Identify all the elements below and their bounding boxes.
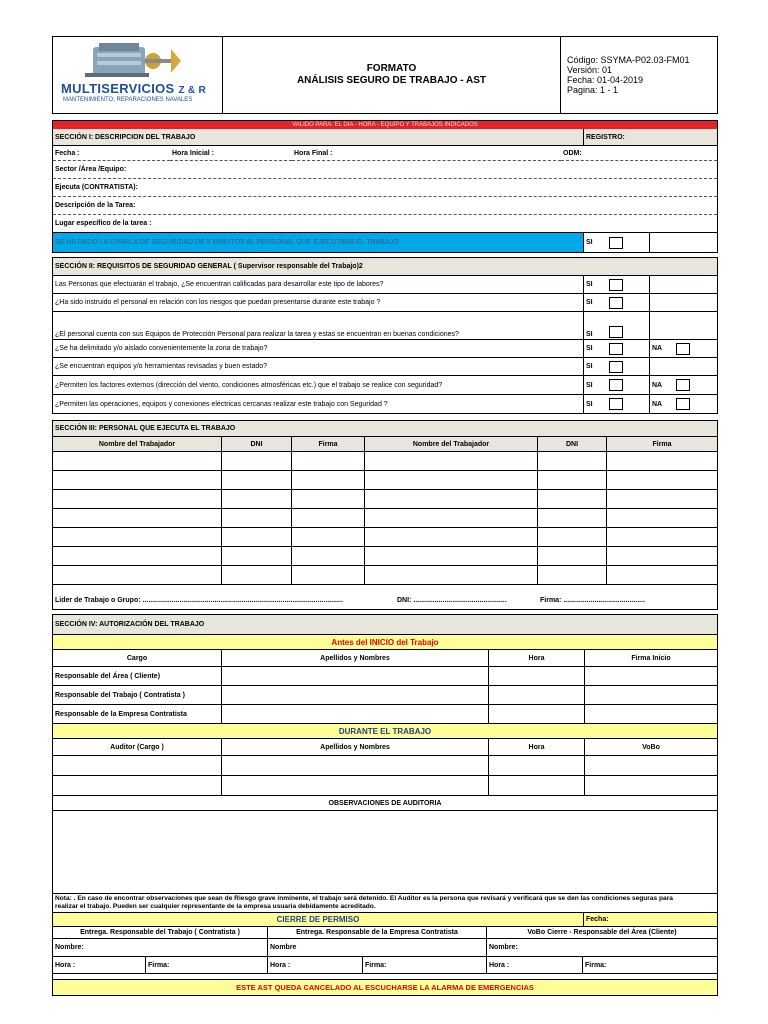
worker-name-cell[interactable] bbox=[53, 547, 222, 565]
firma-cliente[interactable]: Firma: bbox=[585, 961, 607, 969]
requirement-row bbox=[53, 395, 717, 413]
worker-firma-cell[interactable] bbox=[607, 509, 717, 527]
section-4 bbox=[52, 614, 718, 810]
hora-inicial-field[interactable]: Hora Inicial : bbox=[170, 146, 292, 161]
worker-dni-cell[interactable] bbox=[222, 528, 292, 546]
logo-tagline: MANTENIMIENTO, REPARACIONES NAVALES bbox=[63, 97, 193, 103]
lider-firma-field[interactable]: Firma: .......................................... bbox=[540, 596, 646, 604]
document-code bbox=[561, 37, 717, 113]
worker-dni-cell[interactable] bbox=[538, 509, 607, 527]
authorization-row bbox=[53, 686, 717, 705]
charla-si-label: SI bbox=[586, 239, 593, 246]
nota-line-2: realizar el trabajo. Pueden ser cualquier representante de la empresa usuaria debidamente acreditado. bbox=[55, 903, 376, 910]
na-label: NA bbox=[652, 400, 663, 408]
worker-dni-cell[interactable] bbox=[538, 471, 607, 489]
worker-name-cell[interactable] bbox=[53, 471, 222, 489]
odm-field[interactable]: ODM: bbox=[561, 146, 717, 161]
col-apellidos: Apellidos y Nombres bbox=[222, 650, 489, 666]
authorization-nombres[interactable] bbox=[222, 686, 489, 704]
section-3 bbox=[52, 420, 718, 610]
si-checkbox[interactable] bbox=[609, 343, 623, 355]
requirement-text: ¿Permiten las operaciones, equipos y conexiones eléctricas cercanas realizar este trabajo con Seguridad ? bbox=[53, 395, 584, 413]
worker-dni-cell[interactable] bbox=[222, 547, 292, 565]
form-title bbox=[223, 37, 561, 113]
worker-row bbox=[53, 528, 717, 547]
worker-name-cell[interactable] bbox=[365, 471, 538, 489]
col-dni-1: DNI bbox=[222, 437, 292, 451]
registro-label: REGISTRO: bbox=[586, 133, 625, 141]
col-vobo: VoBo bbox=[642, 743, 660, 751]
nombre-contratista[interactable]: Nombre: bbox=[53, 939, 268, 956]
si-label: SI bbox=[586, 331, 593, 338]
observaciones-header: OBSERVACIONES DE AUDITORIA bbox=[328, 799, 442, 807]
worker-firma-cell[interactable] bbox=[607, 490, 717, 508]
worker-dni-cell[interactable] bbox=[222, 566, 292, 584]
antes-inicio-header: Antes del INICIO del Trabajo bbox=[331, 637, 439, 647]
worker-name-cell[interactable] bbox=[365, 490, 538, 508]
requirement-text: Las Personas que efectuarán el trabajo, ¿Se encuentran calificadas para desarrollar este tipo de labores? bbox=[53, 276, 584, 293]
worker-row bbox=[53, 490, 717, 509]
worker-dni-cell[interactable] bbox=[538, 528, 607, 546]
si-checkbox[interactable] bbox=[609, 279, 623, 291]
section-4-title: SECCIÓN IV: AUTORIZACIÓN DEL TRABAJO bbox=[55, 621, 205, 628]
authorization-hora[interactable] bbox=[489, 705, 585, 723]
col-hora: Hora bbox=[489, 650, 585, 666]
na-checkbox[interactable] bbox=[676, 343, 690, 355]
worker-row bbox=[53, 471, 717, 490]
requirement-text: ¿El personal cuenta con sus Equipos de Protección Personal para realizar la tarea y estas se encuentran en buenas condiciones? bbox=[53, 312, 584, 339]
authorization-row bbox=[53, 667, 717, 686]
nombre-empresa[interactable]: Nombre bbox=[268, 939, 487, 956]
worker-row bbox=[53, 509, 717, 528]
requirement-text: ¿Ha sido instruido el personal en relación con los riesgos que puedan presentarse durante este trabajo ? bbox=[53, 294, 584, 311]
worker-row bbox=[53, 566, 717, 585]
authorization-firma[interactable] bbox=[585, 667, 717, 685]
requirement-row bbox=[53, 340, 717, 358]
ast-form bbox=[52, 36, 718, 996]
si-label: SI bbox=[586, 400, 593, 408]
descripcion-field[interactable]: Descripción de la Tarea: bbox=[55, 202, 136, 209]
si-label: SI bbox=[586, 363, 593, 370]
company-logo bbox=[53, 37, 223, 113]
worker-firma-cell[interactable] bbox=[607, 452, 717, 470]
ejecuta-field[interactable]: Ejecuta (CONTRATISTA): bbox=[55, 184, 138, 191]
codigo: Código: SSYMA-P02.03-FM01 bbox=[567, 55, 690, 65]
version: Versión: 01 bbox=[567, 65, 613, 75]
hora-contratista[interactable]: Hora : bbox=[53, 957, 146, 973]
worker-firma-cell[interactable] bbox=[292, 528, 365, 546]
worker-dni-cell[interactable] bbox=[222, 490, 292, 508]
authorization-cargo: Responsable de la Empresa Contratista bbox=[53, 705, 222, 723]
worker-dni-cell[interactable] bbox=[538, 490, 607, 508]
col-nombre-2: Nombre del Trabajador bbox=[365, 437, 538, 451]
col-apellidos-2: Apellidos y Nombres bbox=[222, 739, 489, 755]
charla-seguridad-row: SE HA DADO LA CHARLA DE SEGURIDAD DE 5 MINUTOS AL PERSONAL QUE EJECUTARA EL TRABAJO bbox=[53, 233, 584, 252]
col-firma-1: Firma bbox=[292, 437, 365, 451]
col-auditor: Auditor (Cargo ) bbox=[53, 739, 222, 755]
worker-firma-cell[interactable] bbox=[607, 547, 717, 565]
requirement-text: ¿Se ha delimitado y/o aislado convenientemente la zona de trabajo? bbox=[53, 340, 584, 357]
requirement-row bbox=[53, 358, 717, 376]
footer-alarma: ESTE AST QUEDA CANCELADO AL ESCUCHARSE LA ALARMA DE EMERGENCIAS bbox=[236, 983, 534, 992]
worker-firma-cell[interactable] bbox=[607, 528, 717, 546]
hora-cliente[interactable]: Hora : bbox=[487, 957, 583, 973]
worker-row bbox=[53, 547, 717, 566]
authorization-hora[interactable] bbox=[489, 667, 585, 685]
section-2 bbox=[52, 257, 718, 414]
cierre-permiso-header: CIERRE DE PERMISO bbox=[53, 913, 584, 926]
worker-name-cell[interactable] bbox=[365, 566, 538, 584]
si-checkbox[interactable] bbox=[609, 297, 623, 309]
section-1 bbox=[52, 129, 718, 253]
durante-header: DURANTE EL TRABAJO bbox=[338, 726, 432, 736]
cierre-fecha[interactable]: Fecha: bbox=[586, 916, 609, 923]
lider-field[interactable]: Lider de Trabajo o Grupo: ....................................................................................................... bbox=[55, 596, 343, 604]
nota-line-1: Nota: . En caso de encontrar observaciones que sean de Riesgo grave inminente, el trabajo será detenido. El Auditor es la persona que revisará y verificará que se den las condiciones seguras para bbox=[55, 895, 673, 902]
col-entrega-contratista: Entrega. Responsable del Trabajo ( Contratista ) bbox=[53, 927, 268, 938]
worker-dni-cell[interactable] bbox=[538, 566, 607, 584]
worker-dni-cell[interactable] bbox=[538, 452, 607, 470]
worker-name-cell[interactable] bbox=[365, 547, 538, 565]
worker-dni-cell[interactable] bbox=[222, 471, 292, 489]
worker-name-cell[interactable] bbox=[365, 509, 538, 527]
firma-empresa[interactable]: Firma: bbox=[363, 957, 487, 973]
si-label: SI bbox=[586, 345, 593, 352]
worker-name-cell[interactable] bbox=[53, 528, 222, 546]
pagina: Pagina: 1 - 1 bbox=[567, 85, 619, 95]
si-checkbox[interactable] bbox=[609, 398, 623, 410]
requirement-row bbox=[53, 294, 717, 312]
col-vobo-cierre: VoBo Cierre - Responsable del Área (Cliente) bbox=[527, 929, 677, 936]
na-checkbox[interactable] bbox=[676, 398, 690, 410]
sector-field[interactable]: Sector /Área /Equipo: bbox=[55, 166, 127, 173]
auditor-row-1 bbox=[53, 756, 717, 776]
si-checkbox[interactable] bbox=[609, 326, 623, 338]
form-header bbox=[52, 36, 718, 114]
col-cargo: Cargo bbox=[53, 650, 222, 666]
si-checkbox[interactable] bbox=[609, 361, 623, 373]
nombre-cliente[interactable]: Nombre: bbox=[489, 944, 518, 951]
si-label: SI bbox=[586, 299, 593, 306]
worker-dni-cell[interactable] bbox=[222, 509, 292, 527]
authorization-cargo: Responsable del Trabajo ( Contratista ) bbox=[53, 686, 222, 704]
col-dni-2: DNI bbox=[538, 437, 607, 451]
na-checkbox[interactable] bbox=[676, 379, 690, 391]
worker-firma-cell[interactable] bbox=[607, 471, 717, 489]
closing-block bbox=[52, 893, 718, 996]
worker-name-cell[interactable] bbox=[53, 490, 222, 508]
hora-empresa[interactable]: Hora : bbox=[268, 957, 363, 973]
section-1-title: SECCIÓN I: DESCRIPCION DEL TRABAJO bbox=[53, 129, 584, 145]
col-firma-2: Firma bbox=[652, 440, 672, 448]
fecha-field[interactable]: Fecha : bbox=[53, 146, 170, 161]
title-line2: ANÁLISIS SEGURO DE TRABAJO - AST bbox=[296, 75, 487, 86]
worker-name-cell[interactable] bbox=[53, 566, 222, 584]
na-label: NA bbox=[652, 345, 663, 352]
worker-name-cell[interactable] bbox=[365, 528, 538, 546]
worker-name-cell[interactable] bbox=[53, 509, 222, 527]
requirement-text: ¿Permiten los factores externos (dirección del viento, condiciones atmosféricas etc.) que el trabajo se realice con seguridad? bbox=[53, 376, 584, 394]
section-3-title: SECCIÓN III: PERSONAL QUE EJECUTA EL TRABAJO bbox=[55, 425, 236, 432]
si-checkbox[interactable] bbox=[609, 379, 623, 391]
col-firma-inicio: Firma Inicio bbox=[631, 654, 671, 662]
worker-firma-cell[interactable] bbox=[292, 490, 365, 508]
requirement-text: ¿Se encuentran equipos y/o herramientas revisadas y buen estado? bbox=[53, 358, 584, 375]
worker-firma-cell[interactable] bbox=[292, 566, 365, 584]
lider-dni-field[interactable]: DNI: ................................................ bbox=[397, 596, 507, 604]
valido-para-banner: VALIDO PARA: EL DIA - HORA - EQUIPO Y TRABAJOS INDICADOS bbox=[52, 120, 718, 129]
auditor-row-2 bbox=[53, 776, 717, 796]
col-hora-2: Hora bbox=[489, 739, 585, 755]
observaciones-area[interactable] bbox=[52, 810, 718, 893]
worker-firma-cell[interactable] bbox=[292, 547, 365, 565]
logo-suffix: Z & R bbox=[178, 85, 207, 96]
logo-name: MULTISERVICIOS bbox=[61, 81, 175, 96]
si-label: SI bbox=[586, 381, 593, 389]
worker-firma-cell[interactable] bbox=[292, 509, 365, 527]
worker-name-cell[interactable] bbox=[53, 452, 222, 470]
fecha-doc: Fecha: 01-04-2019 bbox=[567, 75, 644, 85]
title-line1: FORMATO bbox=[366, 63, 417, 74]
requirement-row bbox=[53, 312, 717, 340]
worker-firma-cell[interactable] bbox=[292, 471, 365, 489]
col-entrega-empresa: Entrega. Responsable de la Empresa Contratista bbox=[268, 927, 487, 938]
col-nombre-1: Nombre del Trabajador bbox=[53, 437, 222, 451]
worker-firma-cell[interactable] bbox=[607, 566, 717, 584]
requirement-row bbox=[53, 376, 717, 395]
hora-final-field[interactable]: Hora Final : bbox=[292, 146, 561, 161]
na-label: NA bbox=[652, 381, 663, 389]
si-label: SI bbox=[586, 281, 593, 288]
authorization-nombres[interactable] bbox=[222, 705, 489, 723]
lugar-field[interactable]: Lugar específico de la tarea : bbox=[55, 220, 152, 227]
authorization-row bbox=[53, 705, 717, 724]
authorization-cargo: Responsable del Área ( Cliente) bbox=[53, 667, 222, 685]
authorization-nombres[interactable] bbox=[222, 667, 489, 685]
firma-contratista[interactable]: Firma: bbox=[146, 957, 268, 973]
worker-firma-cell[interactable] bbox=[292, 452, 365, 470]
charla-si-checkbox[interactable] bbox=[609, 237, 623, 249]
worker-name-cell[interactable] bbox=[365, 452, 538, 470]
worker-dni-cell[interactable] bbox=[538, 547, 607, 565]
requirement-row bbox=[53, 276, 717, 294]
authorization-firma[interactable] bbox=[585, 705, 717, 723]
authorization-hora[interactable] bbox=[489, 686, 585, 704]
worker-dni-cell[interactable] bbox=[222, 452, 292, 470]
section-2-title: SECCIÓN II: REQUISITOS DE SEGURIDAD GENERAL ( Supervisor responsable del Trabajo)2 bbox=[55, 263, 363, 270]
authorization-firma[interactable] bbox=[585, 686, 717, 704]
worker-row bbox=[53, 452, 717, 471]
